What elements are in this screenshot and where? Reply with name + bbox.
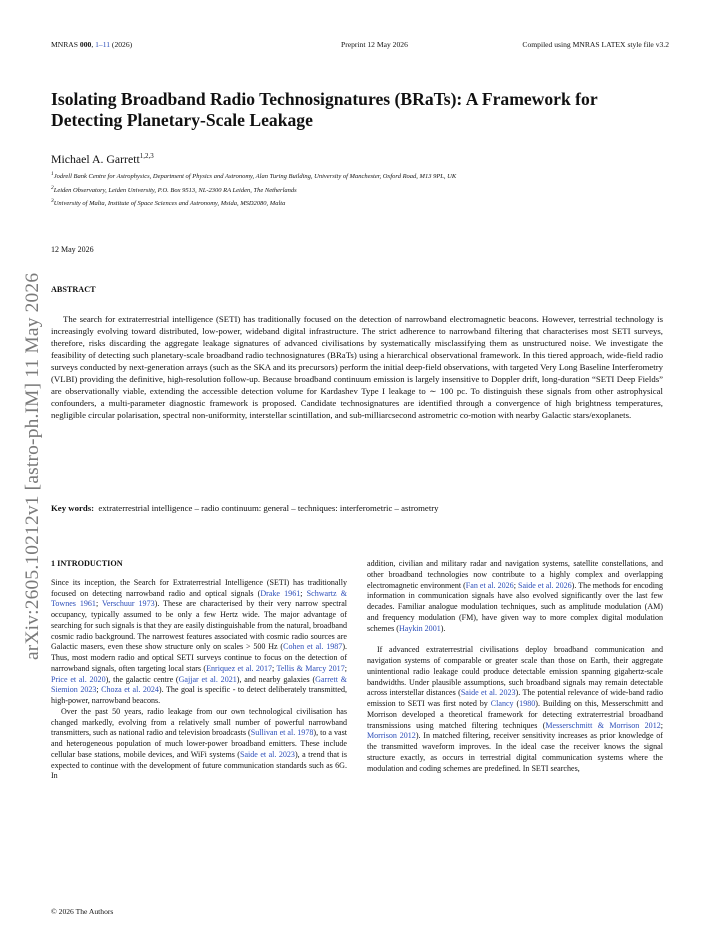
body-text: ). Building on this, Messerschmitt and Morrison developed a theoretical framework for detecting extraterrestrial broadband transmissions using matched filtering techniques ( [367,699,664,730]
body-text: ), a trend that is expected to continue with the development of future communication standards such as 6G. In [51,749,348,781]
left-column [51,559,347,782]
body-text: ). In matched filtering, receiver sensitivity increases as prior knowledge of the transmitted waveform improves. In the ideal case the receiver knows the signal structure exactly, as occurs in terrestrial digital communication systems where the modulation and coding schemes are predefined. In SETI searches, [367,731,663,773]
keywords [51,503,663,513]
paper-title: Isolating Broadband Radio Technosignatures (BRaTs): A Framework for Detecting Planetary-Scale Leakage [51,89,598,130]
intro-paragraph-2 [51,707,347,782]
body-text: ), and nearby galaxies ( [236,674,316,684]
citation-link[interactable]: Sullivan et al. 1978 [250,728,314,738]
body-text: ; [660,720,663,730]
affiliation-1: $^1$Jodrell Bank Centre for Astrophysics, Department of Physics and Astronomy, Alan Turing Building, University of Manchester, Oxford Road, M13 9PL, UK [51,171,457,181]
citation-link[interactable]: Cohen et al. 1987 [283,642,343,652]
body-text: addition, civilian and military radar and navigation systems, satellite constellations, and other broadband technologies now contribute to a highly complex and overlapping electromagnetic environment ( [367,559,663,590]
citation-link[interactable]: Clancy [490,699,514,708]
keywords-list: extraterrestrial intelligence – radio continuum: general – techniques: interferometric – astrometry [98,503,439,513]
citation-link[interactable]: Verschuur 1973 [101,599,155,609]
citation-link[interactable]: Tellis & Marcy 2017 [276,663,345,673]
body-text: ). [440,623,446,633]
citation-link[interactable]: Saide et al. 2023 [240,749,295,759]
journal-name: MNRAS [51,40,80,49]
citation-link[interactable]: Drake 1961 [260,588,301,598]
citation-link[interactable]: Messerschmitt & Morrison 2012 [545,720,661,730]
intro-paragraph-4 [367,645,663,774]
right-column [367,559,663,774]
citation-link[interactable]: Fan et al. 2026 [465,580,514,590]
intro-paragraph-3 [367,559,663,634]
body-text: ; [300,588,307,598]
body-text: ). The goal is specific - to detect deliberately transmitted, high-power, narrowband beacons. [51,685,348,705]
header-separator: , [91,40,96,49]
body-text: ; [96,685,102,695]
keywords-label: Key words: [51,503,95,513]
compiled-note: Compiled using MNRAS LATEX style file v3.2 [522,40,669,49]
affiliation-2: $^2$Leiden Observatory, Leiden University, P.O. Box 9513, NL-2300 RA Leiden, The Netherlands [51,184,297,194]
intro-paragraph-1 [51,578,347,707]
author-affil-sup: 1,2,3 [139,152,154,161]
body-text: ). Thus, most modern radio and optical SETI surveys continue to focus on the detection of narrowband signals, often targeting local stars ( [51,642,348,673]
journal-year: (2026) [110,40,133,49]
body-text: ), the galactic centre ( [105,674,179,684]
body-text: ). The methods for encoding information in communication signals have also evolved significantly over the last few decades. Familiar analogue modulation techniques, such as amplitude modulation (AM) and frequency modulation (FM), have given way to more complex digital modulation schemes ( [367,580,663,633]
body-text: If advanced extraterrestrial civilisations deploy broadband communication and navigation systems of comparable or greater scale than those on Earth, their aggregate unintentional radio leakage could produce detectable emission spanning gigahertz-scale bandwidths. Under plausible assumptions, such broadband signals may remain detectable across interstellar distances ( [367,645,663,698]
body-text: Since its inception, the Search for Extraterrestrial Intelligence (SETI) has traditionally focused on detecting narrowband radio and optical signals ( [51,577,347,598]
citation-link[interactable]: Enriquez et al. 2017 [206,663,273,673]
arxiv-stamp: arXiv:2605.10212v1 [astro-ph.IM] 11 May 2026 [22,272,43,660]
body-text: ). The potential relevance of wide-band radio emission to SETI was first noted by [367,688,663,708]
citation-link[interactable]: Garrett & Siemion 2023 [51,674,347,695]
author-line [51,152,154,167]
author-name: Michael A. Garrett [51,152,140,166]
body-text: ), to a vast and heterogeneous population of much lower-power broadband emitters. These include cellular base stations, mobile devices, and WiFi systems ( [51,728,347,759]
citation-link[interactable]: Saide et al. 2026 [517,580,572,590]
body-text: ( [513,699,520,708]
affiliations [51,169,691,210]
body-text: ; [513,580,518,590]
copyright-footer: © 2026 The Authors [51,907,114,916]
page-range-link[interactable]: 1–11 [95,40,111,49]
citation-link[interactable]: Price et al. 2020 [51,674,106,684]
body-text: Over the past 50 years, radio leakage from our own technological civilisation has changed markedly, evolving from a relatively small number of powerful narrowband transmitters, such as national radio and television broadcasts ( [51,706,347,738]
citation-link[interactable]: Haykin 2001 [398,623,441,633]
citation-link[interactable]: Morrison 2012 [367,731,416,741]
journal-volume: 000 [79,40,92,49]
citation-link[interactable]: Saide et al. 2023 [460,688,516,698]
running-header-left [51,40,132,49]
citation-link[interactable]: Choza et al. 2024 [101,685,159,695]
preprint-date: Preprint 12 May 2026 [341,40,408,49]
body-text: ; [272,663,277,673]
citation-link[interactable]: Schwartz & Townes 1961 [51,588,348,609]
affiliation-3: $^3$University of Malta, Institute of Space Sciences and Astronomy, Msida, MSD2080, Malta [51,198,286,208]
abstract-text: The search for extraterrestrial intelligence (SETI) has traditionally focused on the detection of narrowband electromagnetic beacons. However, terrestrial technology is increasingly evolving toward distributed, low-power, wideband digital infrastructure. The strict adherence to narrowband filtering that characterises most SETI surveys, therefore, risks discarding the aggregate leakage signatures of advanced civilisations by systematically misclassifying them as unstructured noise. We investigate the feasibility of detecting such planetary-scale broadband radio technosignatures (BRaTs) using a hierarchical observational framework. In this tiered approach, wide-field radio surveys conducted by next-generation arrays (such as the SKA and its precursors) perform the initial deep-field observations, with targeted Very Long Baseline Interferometry (VLBI) providing the definitive, high-resolution follow-up. Because broadband continuum emission is largely insensitive to Doppler drift, long-duration “SETI Deep Fields” are observationally viable, extending the accessible detection volume for Kardashev Type I leakage to ∼ 100 pc. To distinguish these signals from other astrophysical confounders, a multi-parameter diagnostic framework is proposed. Candidate technosignatures are identified through a convergence of high brightness temperatures, negligible circular polarisation, spectral non-uniformity, interstellar scintillation, and sub-milliarcsecond astrometric co-motion with nearby Galactic stars/exoplanets. [51,314,663,420]
citation-link[interactable]: 1980 [519,699,536,708]
body-text: ; [344,663,347,673]
abstract-heading: ABSTRACT [51,285,96,294]
citation-link[interactable]: Gajjar et al. 2021 [178,674,237,684]
paper-date: 12 May 2026 [51,245,94,254]
body-text: ). These are characterised by their very narrow spectral occupancy, typically assumed to be only a few Hertz wide. The major advantage of searching for such signals is that they are easily distinguishable from the natural, broadband cosmic radio background. The narrowest features associated with cosmic radio sources are Galactic masers, even these show structure only on scales > 500 Hz ( [51,599,347,652]
body-text: ; [95,599,102,609]
section-heading-introduction: 1 INTRODUCTION [51,559,123,568]
